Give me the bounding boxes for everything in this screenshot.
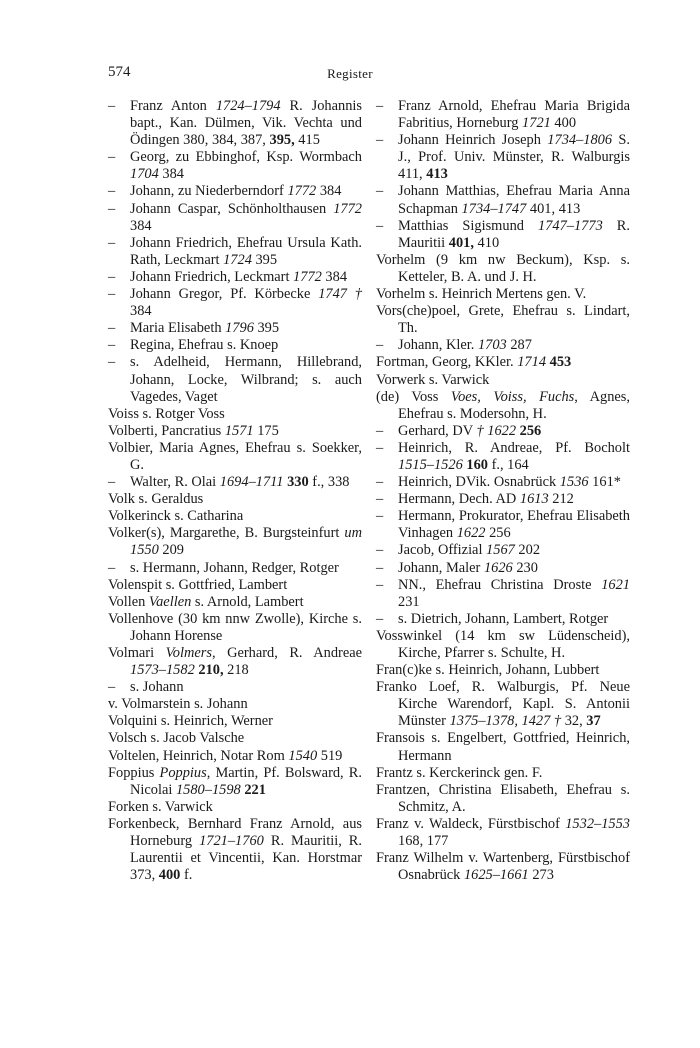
index-entry	[376, 98, 630, 132]
entry-text: 256	[519, 422, 542, 439]
entry-text: s. Hermann, Johann, Redger, Rotger	[130, 559, 339, 576]
sub-entry-dash: –	[108, 98, 116, 114]
entry-text: 401,	[448, 234, 474, 251]
entry-text: Volkerinck s. Catharina	[108, 508, 244, 525]
entry-text: Fran(c)ke s. Heinrich, Johann, Lubbert	[376, 662, 600, 679]
entry-text: 1626	[483, 559, 513, 576]
entry-text: Johann Friedrich, Ehefrau Ursula Kath. Rath, Leckmart	[130, 234, 362, 268]
sub-entry-dash: –	[108, 474, 116, 491]
sub-entry-dash: –	[376, 559, 384, 576]
sub-entry-dash: –	[108, 679, 116, 696]
index-column-left	[108, 98, 362, 884]
index-entry	[108, 98, 362, 149]
entry-text: Jacob, Offizial	[398, 542, 487, 559]
running-head: Register	[327, 66, 373, 81]
entry-text: 212	[548, 491, 574, 508]
entry-text: Georg, zu Ebbinghof, Ksp. Wormbach	[130, 149, 362, 166]
entry-text: 221	[244, 781, 266, 798]
entry-text: Volker(s), Margarethe, B. Burgsteinfurt	[108, 525, 345, 542]
entry-text: , Gerhard, R. Andreae	[211, 645, 362, 661]
entry-text: Volk s. Geraldus	[108, 491, 204, 508]
index-entry	[108, 474, 362, 491]
index-entry	[376, 730, 630, 764]
entry-text: Franko Loef, R. Walburgis, Pf. Neue Kirche Warendorf, Kapl. S. Antonii Münster	[376, 679, 630, 730]
entry-text: 395,	[269, 132, 295, 149]
entry-text: 202	[514, 542, 541, 559]
entry-text: 395	[251, 251, 278, 268]
entry-text: Johann, zu Niederberndorf	[130, 183, 288, 200]
index-entry	[108, 748, 362, 765]
entry-text: 230	[512, 559, 538, 576]
entry-text: Johann Caspar, Schönholthausen	[130, 200, 334, 217]
entry-text: Frantzen, Christina Elisabeth, Ehefrau s. Schmitz, A.	[376, 781, 630, 815]
entry-text: 453	[549, 354, 572, 371]
entry-text: 1734–1806	[547, 132, 613, 149]
entry-text: S. J., Prof. Univ. Münster, R. Walburgis 411,	[398, 132, 630, 183]
entry-text: 209	[158, 542, 184, 559]
index-entry	[108, 440, 362, 474]
entry-text: Foppius	[108, 764, 160, 781]
index-entry	[376, 577, 630, 611]
index-entry	[108, 816, 362, 884]
entry-text: Forkenbeck, Bernhard Franz Arnold, aus Horneburg	[108, 815, 362, 850]
entry-text: Johann Heinrich Joseph	[398, 132, 548, 149]
entry-text: 1747 †	[318, 286, 362, 303]
sub-entry-dash: –	[376, 439, 384, 456]
entry-text: Vosswinkel (14 km sw Lüdenscheid), Kirche, Pfarrer s. Schulte, H.	[376, 627, 630, 661]
index-entry	[108, 269, 362, 286]
entry-text: 1704	[130, 166, 159, 183]
entry-text: Johann Gregor, Pf. Körbecke	[130, 286, 319, 303]
index-entry	[108, 423, 362, 440]
entry-text: f., 338	[308, 474, 350, 491]
entry-text: 1721–1760	[199, 833, 264, 850]
index-entry	[376, 440, 630, 474]
entry-text: Voes, Voiss, Fuchs	[450, 388, 575, 405]
entry-text: 1747–1773	[538, 217, 603, 234]
index-column-right	[376, 98, 630, 884]
entry-text: Volbier, Maria Agnes, Ehefrau s. Soekker, G.	[108, 439, 362, 473]
index-entry	[376, 372, 630, 389]
entry-text: 231	[398, 593, 420, 610]
entry-text: 1540	[288, 747, 318, 764]
entry-text: Poppius	[159, 764, 207, 781]
entry-text: 1694–1711	[219, 474, 284, 491]
entry-text: R. Mauritii, R. Laurentii et Vincentii, Kan. Horstmar 373,	[130, 833, 362, 884]
entry-text: Hermann, Dech. AD	[398, 491, 520, 508]
entry-text: s. Adelheid, Hermann, Hillebrand, Johann, Locke, Wilbrand; s. auch Vagedes, Vaget	[130, 354, 362, 405]
index-entry	[108, 406, 362, 423]
entry-text: R. Mauritii	[398, 217, 630, 251]
index-entry	[376, 508, 630, 542]
index-entry	[108, 679, 362, 696]
index-entry	[376, 423, 630, 440]
entry-text: 1567	[486, 542, 515, 559]
entry-text: 1625–1661	[463, 867, 529, 884]
entry-text: 161*	[588, 474, 621, 491]
index-entry	[376, 286, 630, 303]
entry-text: , Martin, Pf. Bolsward, R. Nicolai	[130, 764, 362, 798]
entry-text: Vorhelm (9 km nw Beckum), Ksp. s. Ketteler, B. A. und J. H.	[376, 251, 630, 285]
entry-text: Hermann, Prokurator, Ehefrau Elisabeth Vinhagen	[398, 508, 630, 542]
entry-text: 37	[586, 713, 601, 730]
sub-entry-dash: –	[376, 542, 384, 559]
entry-text: Vorhelm s. Heinrich Mertens gen. V.	[376, 286, 587, 303]
index-entry	[376, 765, 630, 782]
entry-text: Vollen	[108, 593, 149, 610]
entry-text: Johann, Kler.	[398, 337, 478, 354]
entry-text: Franz v. Waldeck, Fürstbischof	[376, 815, 566, 832]
entry-text: Heinrich, DVik. Osnabrück	[398, 474, 560, 491]
entry-text: 395	[253, 320, 280, 337]
entry-text: 1703	[477, 337, 507, 354]
entry-text: 210,	[198, 662, 224, 679]
sub-entry-dash: –	[376, 508, 384, 525]
index-entry	[108, 320, 362, 337]
index-entry	[108, 149, 362, 183]
index-entry	[108, 491, 362, 508]
entry-text: f.	[180, 867, 193, 884]
sub-entry-dash: –	[108, 200, 116, 217]
entry-text: 384	[130, 217, 152, 234]
index-entry	[376, 354, 630, 371]
index-entry	[108, 594, 362, 611]
sub-entry-dash: –	[376, 422, 384, 439]
entry-text: 1772	[333, 200, 362, 217]
entry-text: Johann, Maler	[398, 559, 484, 576]
entry-text: s. Arnold, Lambert	[191, 593, 304, 610]
sub-entry-dash: –	[108, 268, 116, 285]
entry-text: 218	[223, 662, 249, 679]
entry-text: Johann Matthias, Ehefrau Maria Anna Schapman	[398, 183, 630, 217]
entry-text: 287	[506, 337, 532, 354]
page-number: 574	[108, 64, 131, 80]
index-entry	[108, 713, 362, 730]
entry-text: Voiss s. Rotger Voss	[108, 405, 225, 422]
entry-text: 175	[253, 422, 279, 439]
index-entry	[376, 252, 630, 286]
index-entry	[376, 337, 630, 354]
entry-text: 1536	[559, 474, 589, 491]
index-entry	[376, 183, 630, 217]
entry-text: Volsch s. Jacob Valsche	[108, 730, 245, 747]
index-entry	[376, 679, 630, 730]
sub-entry-dash: –	[376, 491, 384, 508]
entry-text: 1714	[517, 354, 547, 371]
entry-text: 32,	[561, 713, 587, 730]
index-entry	[108, 560, 362, 577]
entry-text: 1621	[601, 576, 630, 593]
sub-entry-dash: –	[376, 132, 384, 149]
entry-text: 410	[473, 234, 500, 251]
index-entry	[376, 542, 630, 559]
index-entry	[108, 525, 362, 559]
index-entry	[108, 696, 362, 713]
index-entry	[108, 799, 362, 816]
index-entry	[108, 354, 362, 405]
entry-text: Gerhard, DV	[398, 422, 477, 439]
entry-text: 1772	[287, 183, 317, 200]
index-entry	[108, 286, 362, 320]
entry-text: (de) Voss	[376, 388, 451, 405]
index-entry	[108, 645, 362, 679]
index-entry	[108, 765, 362, 799]
entry-text: 413	[426, 166, 448, 183]
entry-text: † 1622	[476, 422, 517, 439]
entry-text: 400	[550, 115, 577, 132]
entry-text: Volberti, Pancratius	[108, 422, 225, 439]
index-entry	[376, 491, 630, 508]
sub-entry-dash: –	[376, 337, 384, 354]
entry-text: 1375–1378, 1427 †	[449, 713, 562, 730]
entry-text: 1724	[223, 251, 252, 268]
sub-entry-dash: –	[376, 98, 384, 114]
entry-text: , Agnes, Ehefrau s. Modersohn, H.	[398, 388, 630, 422]
entry-text: 168, 177	[398, 833, 449, 850]
entry-text: s. Johann	[130, 679, 184, 696]
entry-text: Vollenhove (30 km nnw Zwolle), Kirche s. Johann Horense	[108, 610, 362, 644]
entry-text: Vors(che)poel, Grete, Ehefrau s. Lindart, Th.	[376, 303, 630, 337]
entry-text: Johann Friedrich, Leckmart	[130, 268, 294, 285]
entry-text: Vorwerk s. Varwick	[376, 371, 490, 388]
entry-text: Maria Elisabeth	[130, 320, 226, 337]
entry-text: um 1550	[130, 525, 362, 559]
entry-text: 384	[316, 183, 342, 200]
entry-text: Volmari	[108, 645, 166, 661]
entry-text: Frantz s. Kerckerinck gen. F.	[376, 764, 543, 781]
entry-text: 273	[528, 867, 554, 884]
entry-text: 1734–1747	[461, 200, 527, 217]
entry-text: 384	[321, 268, 348, 285]
entry-text: 1622	[456, 525, 486, 542]
index-entry	[376, 132, 630, 183]
sub-entry-dash: –	[376, 183, 384, 200]
index-entry	[108, 611, 362, 645]
entry-text: 330	[287, 474, 309, 491]
entry-text: 1724–1794	[215, 98, 281, 114]
entry-text: Walter, R. Olai	[130, 474, 220, 491]
index-entry	[376, 816, 630, 850]
index-entry	[376, 628, 630, 662]
index-entry	[108, 235, 362, 269]
index-entry	[108, 337, 362, 354]
index-entry	[376, 782, 630, 816]
entry-text: Franz Wilhelm v. Wartenberg, Fürstbischof Osnabrück	[376, 850, 630, 884]
sub-entry-dash: –	[108, 183, 116, 200]
index-entry	[108, 183, 362, 200]
entry-text: Volenspit s. Gottfried, Lambert	[108, 576, 288, 593]
sub-entry-dash: –	[108, 234, 116, 251]
sub-entry-dash: –	[108, 286, 116, 303]
entry-text: v. Volmarstein s. Johann	[108, 696, 248, 713]
index-entry	[376, 303, 630, 337]
entry-text: 401, 413	[526, 200, 581, 217]
entry-text: Franz Anton	[130, 98, 216, 114]
index-entry	[108, 201, 362, 235]
index-entry	[376, 560, 630, 577]
entry-text: 1573–1582	[130, 662, 195, 679]
sub-entry-dash: –	[108, 354, 116, 371]
sub-entry-dash: –	[108, 559, 116, 576]
entry-text: 1532–1553	[565, 815, 630, 832]
index-entry	[108, 730, 362, 747]
entry-text: NN., Ehefrau Christina Droste	[398, 576, 602, 593]
index-entry	[376, 389, 630, 423]
entry-text: 256	[485, 525, 511, 542]
entry-text: 1580–1598	[175, 781, 241, 798]
index-entry	[108, 577, 362, 594]
index-entry	[376, 850, 630, 884]
index-entry	[376, 662, 630, 679]
index-entry	[376, 474, 630, 491]
entry-text: 1515–1526	[398, 456, 463, 473]
entry-text: 519	[317, 747, 343, 764]
entry-text: 1772	[293, 268, 322, 285]
entry-text: Franz Arnold, Ehefrau Maria Brigida Fabritius, Horneburg	[398, 98, 630, 132]
entry-text: Vaellen	[148, 593, 192, 610]
sub-entry-dash: –	[108, 320, 116, 337]
entry-text: Voltelen, Heinrich, Notar Rom	[108, 747, 289, 764]
index-entry	[376, 218, 630, 252]
entry-text: Matthias Sigismund	[398, 217, 538, 234]
entry-text: Volquini s. Heinrich, Werner	[108, 713, 273, 730]
sub-entry-dash: –	[376, 474, 384, 491]
index-entry	[376, 611, 630, 628]
entry-text: 160	[466, 456, 488, 473]
entry-text: s. Dietrich, Johann, Lambert, Rotger	[398, 610, 609, 627]
sub-entry-dash: –	[108, 149, 116, 166]
entry-text: 384	[158, 166, 184, 183]
entry-text: Forken s. Varwick	[108, 798, 213, 815]
sub-entry-dash: –	[376, 576, 384, 593]
entry-text: Fransois s. Engelbert, Gottfried, Heinrich, Hermann	[376, 730, 630, 764]
sub-entry-dash: –	[108, 337, 116, 354]
entry-text: Volmers	[165, 645, 212, 661]
entry-text: 1571	[224, 422, 254, 439]
entry-text: f., 164	[487, 456, 529, 473]
sub-entry-dash: –	[376, 217, 384, 234]
entry-text: 384	[130, 303, 152, 320]
entry-text: 415	[294, 132, 320, 149]
entry-text: R. Johannis bapt., Kan. Dülmen, Vik. Vechta und Ödingen 380, 384, 387,	[130, 98, 362, 149]
entry-text: 1796	[225, 320, 254, 337]
entry-text: Regina, Ehefrau s. Knoep	[130, 337, 279, 354]
sub-entry-dash: –	[376, 610, 384, 627]
entry-text: 1721	[522, 115, 551, 132]
entry-text: Heinrich, R. Andreae, Pf. Bocholt	[398, 439, 630, 456]
entry-text: 400	[158, 867, 181, 884]
entry-text: 1613	[519, 491, 549, 508]
entry-text: Fortman, Georg, KKler.	[376, 354, 518, 371]
index-entry	[108, 508, 362, 525]
